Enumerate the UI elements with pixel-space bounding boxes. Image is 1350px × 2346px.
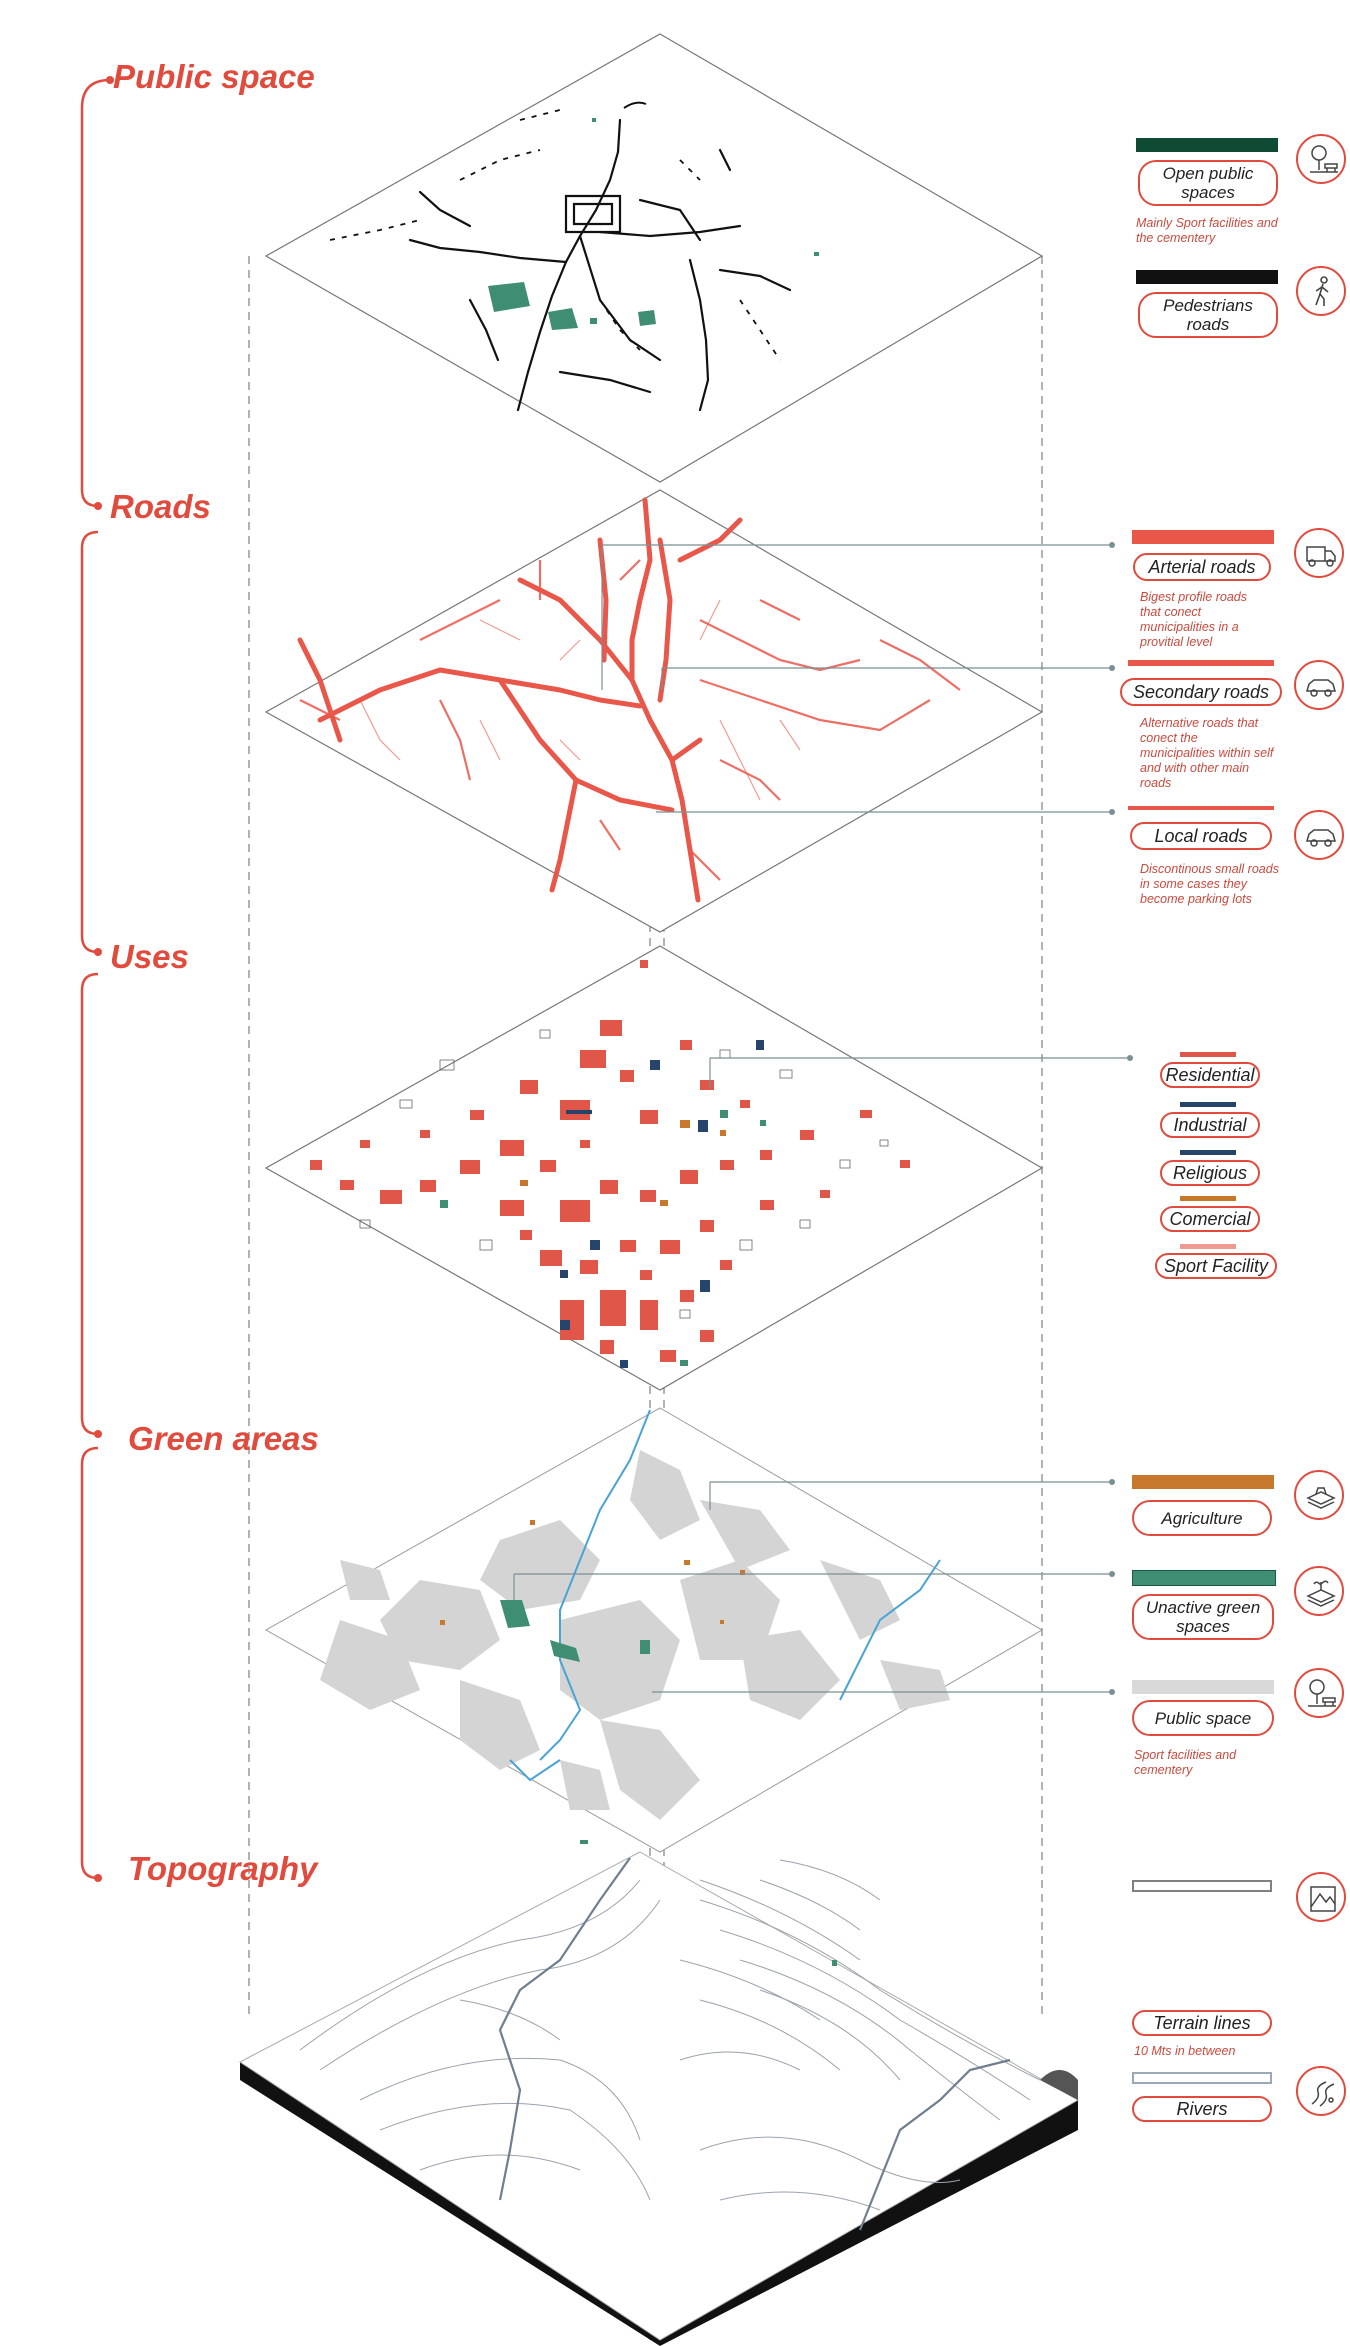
sport-facility-swatch xyxy=(1180,1244,1236,1249)
terrain-lines-label: Terrain lines xyxy=(1132,2010,1272,2036)
uses-layer xyxy=(266,946,1042,1390)
religious-label: Religious xyxy=(1160,1160,1260,1186)
pedestrian-roads-swatch xyxy=(1136,270,1278,284)
public-space-layer xyxy=(266,34,1042,482)
local-roads-swatch xyxy=(1128,806,1274,810)
religious-swatch xyxy=(1180,1150,1236,1155)
public-space-label: Public space xyxy=(1132,1700,1274,1736)
open-public-spaces-note: Mainly Sport facilities and the cementery xyxy=(1136,216,1278,245)
secondary-roads-note: Alternative roads that conect the municipalities within self and with other main roads xyxy=(1140,716,1274,790)
tree-bench-icon xyxy=(1296,134,1346,184)
rivers-label: Rivers xyxy=(1132,2096,1272,2122)
open-public-spaces-swatch xyxy=(1136,138,1278,152)
sport-facility-label: Sport Facility xyxy=(1155,1253,1277,1279)
agriculture-label: Agriculture xyxy=(1132,1500,1272,1536)
local-roads-note: Discontinous small roads in some cases they become parking lots xyxy=(1140,862,1279,906)
agriculture-swatch xyxy=(1132,1475,1274,1489)
unactive-green-label: Unactive green spaces xyxy=(1132,1594,1274,1640)
terrain-icon xyxy=(1296,1872,1346,1922)
residential-label: Residential xyxy=(1160,1062,1260,1088)
arterial-roads-label: Arterial roads xyxy=(1133,553,1271,581)
section-title-green-areas: Green areas xyxy=(128,1420,319,1457)
section-title-public-space: Public space xyxy=(113,58,315,95)
terrain-lines-swatch xyxy=(1132,1880,1272,1892)
arterial-roads-note: Bigest profile roads that conect municipalities in a provitial level xyxy=(1140,590,1248,649)
terrain-lines-note: 10 Mts in between xyxy=(1134,2044,1236,2058)
public-space-note: Sport facilities and cementery xyxy=(1134,1748,1237,1777)
bracket-dots xyxy=(94,76,114,1882)
car-icon xyxy=(1294,810,1344,860)
comercial-swatch xyxy=(1180,1196,1236,1201)
roads-layer xyxy=(266,490,1042,932)
comercial-label: Comercial xyxy=(1160,1206,1260,1232)
layers-plant-icon xyxy=(1294,1566,1344,1616)
secondary-roads-label: Secondary roads xyxy=(1120,678,1282,706)
section-brackets xyxy=(82,80,110,1878)
pedestrian-roads-label: Pedestrians roads xyxy=(1138,292,1278,338)
car-icon xyxy=(1294,660,1344,710)
unactive-green-swatch xyxy=(1132,1570,1276,1586)
secondary-roads-swatch xyxy=(1128,660,1274,666)
arterial-roads-swatch xyxy=(1132,530,1274,544)
leader-dots xyxy=(1109,542,1133,1695)
section-title-roads: Roads xyxy=(110,488,211,525)
layers-icon xyxy=(1294,1470,1344,1520)
industrial-swatch xyxy=(1180,1102,1236,1107)
open-public-spaces-label: Open public spaces xyxy=(1138,160,1278,206)
river-icon xyxy=(1296,2066,1346,2116)
public-space-swatch xyxy=(1132,1680,1274,1694)
pedestrian-icon xyxy=(1296,266,1346,316)
truck-icon xyxy=(1294,528,1344,578)
tree-bench-icon xyxy=(1294,1668,1344,1718)
residential-swatch xyxy=(1180,1052,1236,1057)
topography-layer xyxy=(240,1852,1078,2346)
section-title-topography: Topography xyxy=(128,1850,318,1887)
local-roads-label: Local roads xyxy=(1130,822,1272,850)
green-areas-layer xyxy=(266,1408,1042,1852)
section-title-uses: Uses xyxy=(110,938,189,975)
industrial-label: Industrial xyxy=(1160,1112,1260,1138)
rivers-swatch xyxy=(1132,2072,1272,2084)
